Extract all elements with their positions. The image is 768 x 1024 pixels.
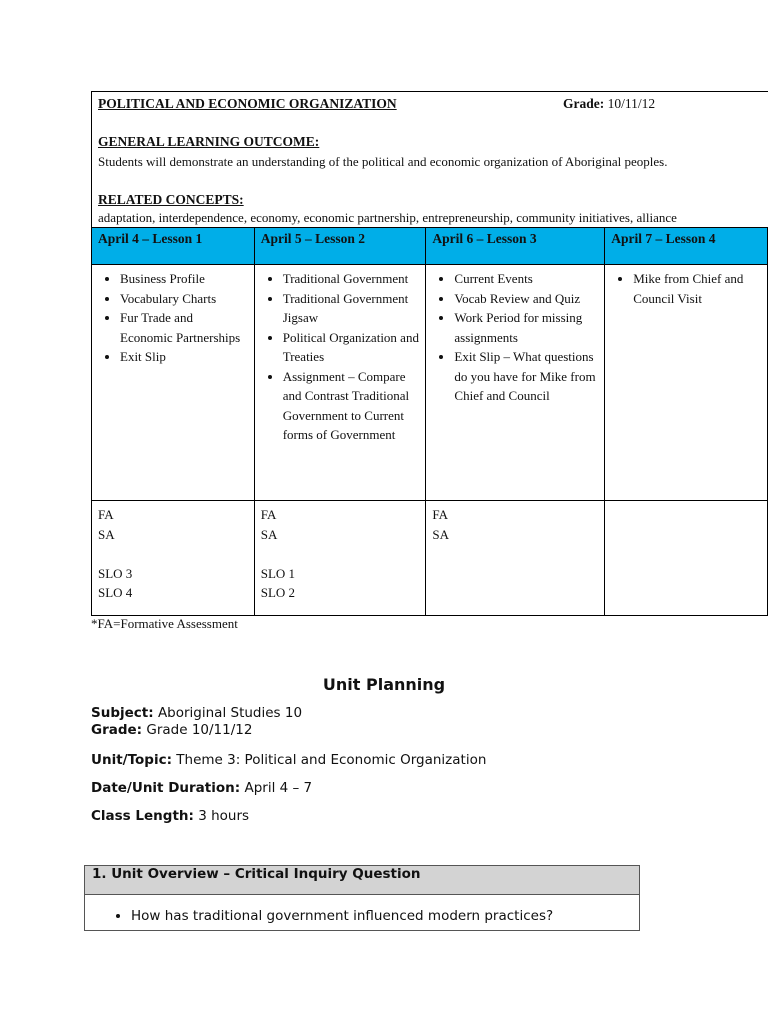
assessment-type: FA xyxy=(432,507,449,522)
list-item: • Business Profile xyxy=(120,269,248,289)
lesson-heading: April 6 – Lesson 3 xyxy=(426,228,605,265)
subject-line xyxy=(91,705,302,721)
grade-field xyxy=(563,96,655,112)
lesson-2-activities xyxy=(254,265,426,501)
topic-value: Theme 3: Political and Economic Organization xyxy=(176,752,487,768)
duration-label: Date/Unit Duration: xyxy=(91,780,241,796)
lesson-4-assessment xyxy=(605,501,768,616)
duration-value: April 4 – 7 xyxy=(244,780,313,796)
slo-label: SLO 4 xyxy=(98,585,133,600)
page-title: Unit Planning xyxy=(322,675,446,694)
assessment-type: FA xyxy=(260,507,277,522)
lesson-heading: April 7 – Lesson 4 xyxy=(605,228,768,265)
class-length-label: Class Length: xyxy=(91,808,194,824)
list-item: • Assignment – Compare and Contrast Traditional Government to Current forms of Government xyxy=(283,367,420,445)
unit-overview-box xyxy=(84,865,640,931)
assessment-type: FA xyxy=(98,507,114,522)
lesson-4-activities xyxy=(605,265,768,501)
list-item: • Traditional Government Jigsaw xyxy=(283,289,420,328)
unit-heading: POLITICAL AND ECONOMIC ORGANIZATION xyxy=(98,96,397,111)
assessment-row xyxy=(92,501,768,616)
related-concepts-text: adaptation, interdependence, economy, economic partnership, entrepreneurship, community initiatives, alliance xyxy=(98,210,677,225)
assessment-type: SA xyxy=(432,526,450,542)
subject-label: Subject: xyxy=(91,705,154,721)
inquiry-question: • How has traditional government influenced modern practices? xyxy=(131,908,553,924)
list-item: • Work Period for missing assignments xyxy=(454,308,598,347)
list-item: • Vocabulary Charts xyxy=(120,289,248,309)
lesson-3-assessment xyxy=(426,501,605,616)
lesson-3-activities xyxy=(426,265,605,501)
grade-value: 10/11/12 xyxy=(607,96,656,111)
topic-line xyxy=(91,752,486,768)
class-length-value: 3 hours xyxy=(198,808,250,824)
list-item: • Fur Trade and Economic Partnerships xyxy=(120,308,248,347)
list-item: • Mike from Chief and Council Visit xyxy=(633,269,761,308)
lesson-heading: April 4 – Lesson 1 xyxy=(92,228,255,265)
unit-overview-heading: 1. Unit Overview – Critical Inquiry Question xyxy=(85,866,639,895)
slo-label: SLO 3 xyxy=(98,565,133,581)
lesson-heading: April 5 – Lesson 2 xyxy=(254,228,426,265)
lesson-content-row xyxy=(92,265,768,501)
subject-value: Aboriginal Studies 10 xyxy=(157,705,303,721)
slo-label: SLO 1 xyxy=(260,565,296,581)
lesson-header-row xyxy=(92,228,768,265)
lesson-table xyxy=(91,227,768,616)
lesson-1-assessment xyxy=(92,501,255,616)
class-length-line xyxy=(91,808,249,824)
grade-label: Grade: xyxy=(563,96,605,111)
topic-label: Unit/Topic: xyxy=(91,752,172,768)
list-item: • Current Events xyxy=(454,269,598,289)
grade-label: Grade: xyxy=(91,722,143,738)
lesson-2-assessment xyxy=(254,501,426,616)
list-item: • Vocab Review and Quiz xyxy=(454,289,598,309)
duration-line xyxy=(91,780,312,796)
lesson-1-activities xyxy=(92,265,255,501)
list-item: • Traditional Government xyxy=(283,269,420,289)
related-concepts-heading: RELATED CONCEPTS: xyxy=(98,192,244,207)
slo-label: SLO 2 xyxy=(260,585,296,600)
list-item: • Political Organization and Treaties xyxy=(283,328,420,367)
list-item: • Exit Slip – What questions do you have for Mike from Chief and Council xyxy=(454,347,598,406)
list-item: • Exit Slip xyxy=(120,347,248,367)
grade-value: Grade 10/11/12 xyxy=(146,722,253,738)
outcome-box xyxy=(91,91,768,227)
assessment-type: SA xyxy=(260,526,278,542)
general-outcome-heading: GENERAL LEARNING OUTCOME: xyxy=(98,134,320,149)
footnote: *FA=Formative Assessment xyxy=(91,616,238,631)
assessment-type: SA xyxy=(98,526,115,542)
general-outcome-text: Students will demonstrate an understanding of the political and economic organization of Aboriginal peoples. xyxy=(98,154,668,169)
grade-line xyxy=(91,722,252,738)
